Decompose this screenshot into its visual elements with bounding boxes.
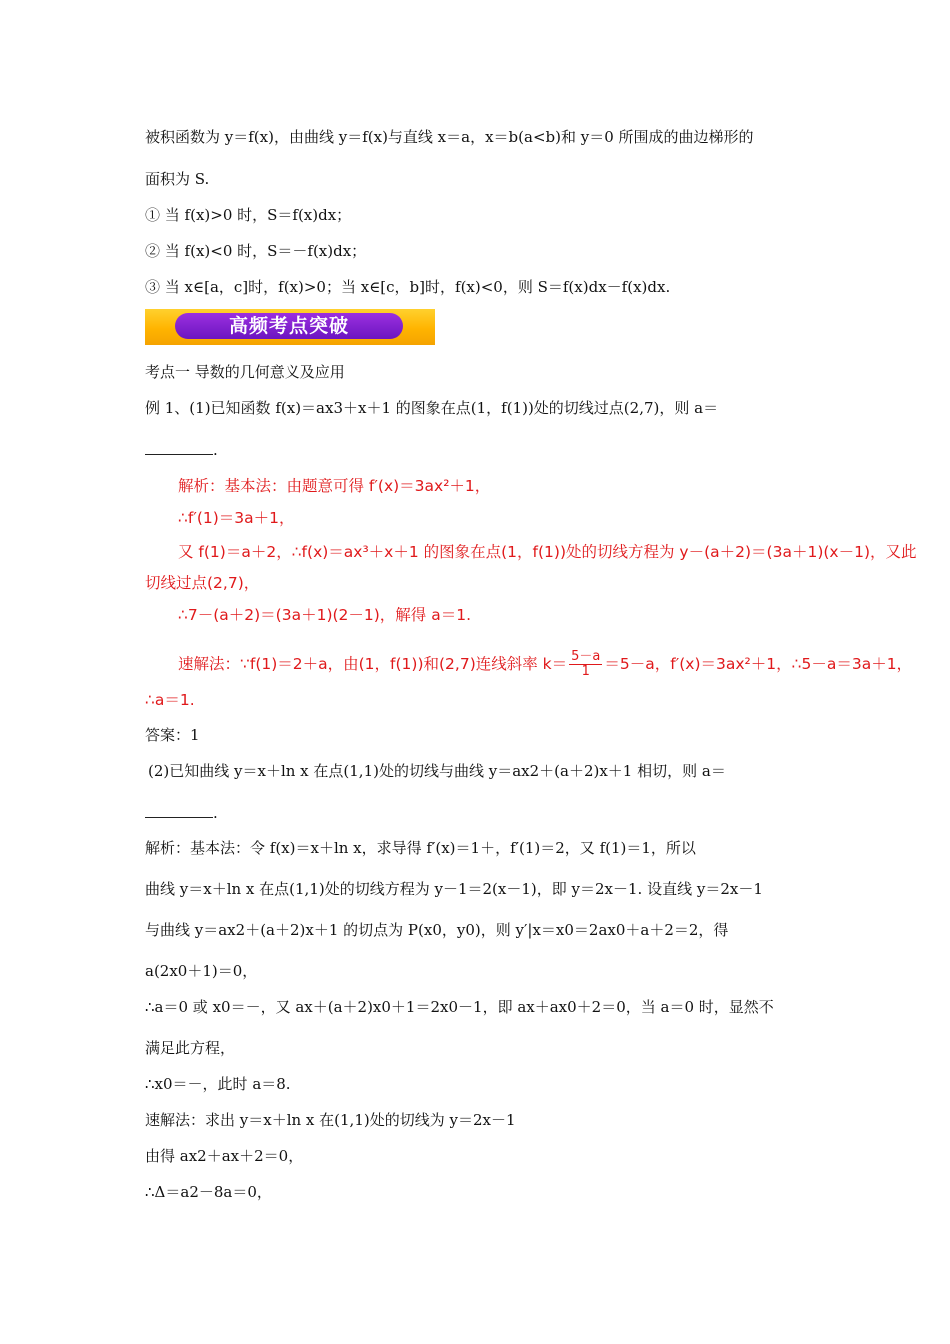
text-line: ∴Δ＝a2－8a＝0， (145, 1183, 272, 1201)
slope-fraction (569, 650, 602, 679)
solution-red-line: 解析：基本法：由题意可得 f′(x)＝3ax²＋1， (178, 477, 491, 495)
text-line: a(2x0＋1)＝0， (145, 962, 258, 980)
quick-solution-red-line (178, 650, 912, 679)
text-line: ∴a＝0 或 x0＝－，又 ax＋(a＋2)x0＋1＝2x0－1，即 ax＋ax0＋2＝0，当 a＝0 时，显然不 (145, 998, 774, 1016)
example-2-blank (145, 803, 218, 823)
answer-blank (145, 803, 213, 818)
blank-period: . (213, 804, 218, 822)
banner-title: 高频考点突破 (228, 315, 349, 337)
example-1-blank (145, 440, 218, 460)
solution-red-line: ∴7－(a＋2)＝(3a＋1)(2－1)，解得 a＝1. (178, 606, 472, 624)
solution-red-line: 又 f(1)＝a＋2，∴f(x)＝ax³＋x＋1 的图象在点(1，f(1))处的切线方程为 y－(a＋2)＝(3a＋1)(x－1)，又此 (178, 543, 917, 561)
solution-red-line: 切线过点(2,7)， (145, 574, 260, 592)
fraction-denominator: 1 (581, 664, 590, 679)
case-1: ① 当 f(x)>0 时，S＝f(x)dx； (145, 206, 352, 224)
text-line: 由得 ax2＋ax＋2＝0， (145, 1147, 304, 1165)
text-line: 满足此方程， (145, 1039, 236, 1057)
solution-red-line: ∴f′(1)＝3a＋1， (178, 509, 295, 527)
quick-solution-part-a: 速解法：∵f(1)＝2＋a，由(1，f(1))和(2,7)连线斜率 k＝ (178, 655, 568, 673)
text-line: 速解法：求出 y＝x＋ln x 在(1,1)处的切线为 y＝2x－1 (145, 1111, 516, 1129)
text-line: 曲线 y＝x＋ln x 在点(1,1)处的切线方程为 y－1＝2(x－1)，即 y＝2x－1. 设直线 y＝2x－1 (145, 880, 763, 898)
answer-line: 答案：1 (145, 726, 200, 744)
case-3: ③ 当 x∈[a，c]时，f(x)>0；当 x∈[c，b]时，f(x)<0，则 S＝f(x)dx－f(x)dx. (145, 278, 671, 296)
text-line: 与曲线 y＝ax2＋(a＋2)x＋1 的切点为 P(x0，y0)，则 y′|x＝x0＝2ax0＋a＋2＝2，得 (145, 921, 729, 939)
text-line: 解析：基本法：令 f(x)＝x＋ln x，求导得 f′(x)＝1＋，f′(1)＝2，又 f(1)＝1，所以 (145, 839, 696, 857)
topic-heading: 考点一 导数的几何意义及应用 (145, 363, 345, 381)
case-2: ② 当 f(x)<0 时，S＝－f(x)dx； (145, 242, 367, 260)
text-line: ∴x0＝－，此时 a＝8. (145, 1075, 291, 1093)
text-line: 面积为 S. (145, 170, 210, 188)
banner-pill (175, 313, 403, 339)
answer-blank (145, 440, 213, 455)
example-1-question: 例 1、(1)已知函数 f(x)＝ax3＋x＋1 的图象在点(1，f(1))处的切线过点(2,7)，则 a＝ (145, 399, 719, 417)
fraction-numerator: 5－a (571, 649, 601, 664)
quick-solution-part-b: ＝5－a，f′(x)＝3ax²＋1，∴5－a＝3a＋1， (604, 655, 913, 673)
solution-red-line: ∴a＝1. (145, 691, 195, 709)
example-2-question: (2)已知曲线 y＝x＋ln x 在点(1,1)处的切线与曲线 y＝ax2＋(a＋2)x＋1 相切，则 a＝ (148, 762, 726, 780)
blank-period: . (213, 441, 218, 459)
section-banner (145, 309, 435, 345)
text-line: 被积函数为 y＝f(x)，由曲线 y＝f(x)与直线 x＝a，x＝b(a<b)和 y＝0 所围成的曲边梯形的 (145, 128, 754, 146)
